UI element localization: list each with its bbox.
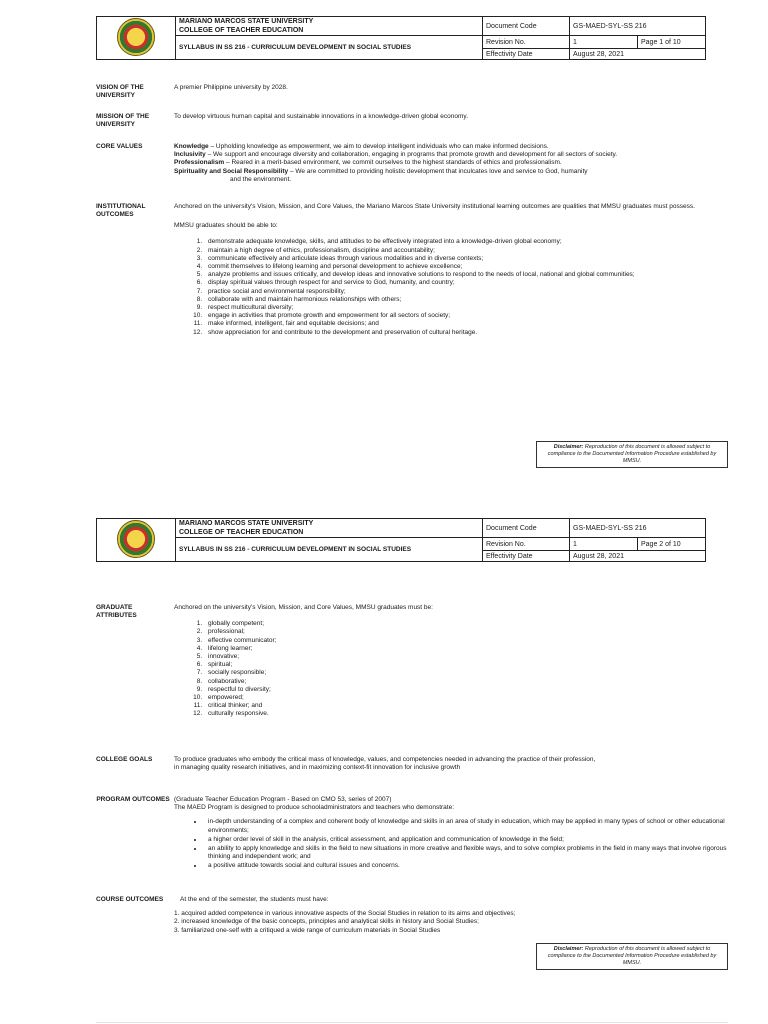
page-divider	[96, 1022, 728, 1023]
vision-label: VISION OF THE UNIVERSITY	[96, 84, 144, 100]
core-value-tail: and the environment.	[230, 175, 292, 183]
course-outcomes-label: COURSE OUTCOMES	[96, 896, 164, 903]
syllabus-title: SYLLABUS IN SS 216 - CURRICULUM DEVELOPMENT IN SOCIAL STUDIES	[176, 36, 483, 60]
list-item: 1. demonstrate adequate knowledge, skills, and attitudes to be effectively integrated into a knowledge-driven global economy;	[204, 238, 728, 246]
list-item: 12. culturally responsive.	[204, 710, 728, 718]
program-outcomes-label: PROGRAM OUTCOMES	[96, 796, 170, 803]
university-seal-cell	[97, 17, 176, 60]
list-item: 1. globally competent;	[204, 620, 728, 628]
list-item: 2. professional;	[204, 628, 728, 636]
mission-text: To develop virtuous human capital and sustainable innovations in a knowledge-driven global economy.	[174, 113, 469, 120]
core-value-item: Inclusivity – We support and encourage diversity and collaboration, engaging in programs that promote growth and development for all sectors of society.	[174, 151, 618, 159]
list-item: 6. display spiritual values through respect for and service to God, humanity, and country;	[204, 279, 728, 287]
disclaimer-box	[536, 943, 728, 970]
revision-label: Revision No.	[483, 538, 570, 551]
ga-list	[174, 620, 728, 718]
graduate-attributes-label: GRADUATE ATTRIBUTES	[96, 604, 137, 620]
doc-code-value: GS-MAED-SYL-SS 216	[570, 519, 706, 538]
document-header-table	[96, 16, 706, 60]
po-list	[174, 818, 728, 870]
list-item: • in-depth understanding of a complex and coherent body of knowledge and skills in an area of study in education, which may be applied in many types of school or other educational environments;	[204, 818, 728, 834]
list-item: 9. respect multicultural diversity;	[204, 304, 728, 312]
revision-value: 1	[570, 538, 638, 551]
mmsu-seal-icon	[117, 520, 155, 558]
list-item: 11. make informed, intelligent, fair and equitable decisions; and	[204, 320, 728, 328]
revision-value: 1	[570, 36, 638, 49]
list-item: 4. lifelong learner;	[204, 645, 728, 653]
page-number: Page 2 of 10	[638, 538, 706, 551]
io-list	[174, 238, 728, 336]
revision-label: Revision No.	[483, 36, 570, 49]
college-goals-label: COLLEGE GOALS	[96, 756, 153, 763]
list-item: 7. socially responsible;	[204, 669, 728, 677]
list-item: 6. spiritual;	[204, 661, 728, 669]
co-intro: At the end of the semester, the students must have:	[180, 896, 329, 903]
mmsu-seal-icon	[117, 18, 155, 56]
college-name: COLLEGE OF TEACHER EDUCATION	[179, 27, 304, 34]
college-name: COLLEGE OF TEACHER EDUCATION	[179, 529, 304, 536]
university-name: MARIANO MARCOS STATE UNIVERSITY	[179, 520, 314, 527]
doc-code-value: GS-MAED-SYL-SS 216	[570, 17, 706, 36]
effectivity-label: Effectivity Date	[483, 551, 570, 562]
doc-code-label: Document Code	[483, 519, 570, 538]
core-value-item: Knowledge – Upholding knowledge as empowerment, we aim to develop intelligent individuals who can make informed decisions.	[174, 143, 549, 150]
io-lead: MMSU graduates should be able to:	[174, 222, 278, 230]
list-item: 8. collaborate with and maintain harmonious relationships with others;	[204, 296, 728, 304]
io-intro: Anchored on the university's Vision, Mission, and Core Values, the Mariano Marcos State University institutional learning outcomes are qualities that MMSU graduates must possess.	[174, 203, 695, 210]
list-item: 12. show appreciation for and contribute to the development and preservation of cultural heritage.	[204, 329, 728, 337]
core-values-label: CORE VALUES	[96, 143, 143, 150]
list-item: 8. collaborative;	[204, 678, 728, 686]
page-number: Page 1 of 10	[638, 36, 706, 49]
ga-intro: Anchored on the university's Vision, Mission, and Core Values, MMSU graduates must be:	[174, 604, 433, 611]
doc-code-label: Document Code	[483, 17, 570, 36]
list-item: 9. respectful to diversity;	[204, 686, 728, 694]
list-item: 3. communicate effectively and articulate ideas through various modalities and in diverse contexts;	[204, 255, 728, 263]
mission-label: MISSION OF THE UNIVERSITY	[96, 113, 150, 129]
vision-text: A premier Philippine university by 2028.	[174, 84, 288, 91]
core-value-item: Professionalism – Reared in a merit-based environment, we commit ourselves to the highest standards of ethics and professionalism.	[174, 159, 562, 167]
list-item: 10. empowered;	[204, 694, 728, 702]
list-item: 5. innovative;	[204, 653, 728, 661]
disclaimer-box	[536, 441, 728, 468]
syllabus-title: SYLLABUS IN SS 216 - CURRICULUM DEVELOPMENT IN SOCIAL STUDIES	[176, 538, 483, 562]
list-item: • a positive attitude towards social and cultural issues and concerns.	[204, 862, 728, 870]
university-name: MARIANO MARCOS STATE UNIVERSITY	[179, 18, 314, 25]
college-goals-text: To produce graduates who embody the critical mass of knowledge, values, and competencies needed in advancing the practice of their profession,	[174, 756, 596, 763]
list-item: 2. maintain a high degree of ethics, professionalism, discipline and accountability;	[204, 247, 728, 255]
list-item: 2. increased knowledge of the basic concepts, principles and analytical skills in history and Social Studies;	[174, 918, 479, 926]
effectivity-label: Effectivity Date	[483, 49, 570, 60]
effectivity-value: August 28, 2021	[570, 551, 706, 562]
disclaimer-label: Disclaimer:	[553, 444, 584, 450]
disclaimer-label: Disclaimer:	[553, 946, 584, 952]
po-intro: The MAED Program is designed to produce schooladministrators and teachers who demonstrate:	[174, 804, 455, 812]
college-goals-text: in managing quality research initiatives, and in maximizing context-fit innovation for inclusive growth	[174, 764, 461, 772]
document-header-table	[96, 518, 706, 562]
list-item: 3. familiarized one-self with a critiqued a wide range of curriculum materials in Social Studies	[174, 926, 441, 934]
syllabus-page-1	[0, 0, 768, 500]
university-seal-cell	[97, 519, 176, 562]
effectivity-value: August 28, 2021	[570, 49, 706, 60]
list-item: 7. practice social and environmental responsibility;	[204, 288, 728, 296]
core-value-item: Spirituality and Social Responsibility – We are committed to providing holistic development that inculcates love and service to God, humanity	[174, 167, 588, 175]
disclaimer-text: Reproduction of this document is allowed subject to compliance to the Documented Information Procedure established by MMSU.	[547, 946, 717, 966]
list-item: 5. analyze problems and issues critically, and develop ideas and innovative solutions to respond to the needs of local, national and global communities;	[204, 271, 728, 279]
list-item: • a higher order level of skill in the analysis, critical assessment, and application and communication of knowledge in the field;	[204, 836, 728, 844]
syllabus-page-2	[0, 502, 768, 1024]
po-basis: (Graduate Teacher Education Program - Based on CMO 53, series of 2007)	[174, 796, 392, 803]
list-item: 4. commit themselves to lifelong learning and personal development to achieve excellence;	[204, 263, 728, 271]
list-item: 10. engage in activities that promote growth and empowerment for all sectors of society;	[204, 312, 728, 320]
list-item: • an ability to apply knowledge and skills in the field to new situations in more creative and flexible ways, and to solve complex problems in the field in many ways that involve rigorous thinking and independent work; and	[204, 845, 728, 861]
list-item: 3. effective communicator;	[204, 637, 728, 645]
list-item: 1. acquired added competence in various innovative aspects of the Social Studies in relation to its aims and objectives;	[174, 910, 516, 918]
institutional-outcomes-label: INSTITUTIONAL OUTCOMES	[96, 203, 146, 219]
disclaimer-text: Reproduction of this document is allowed subject to compliance to the Documented Information Procedure established by MMSU.	[547, 444, 717, 464]
list-item: 11. critical thinker; and	[204, 702, 728, 710]
